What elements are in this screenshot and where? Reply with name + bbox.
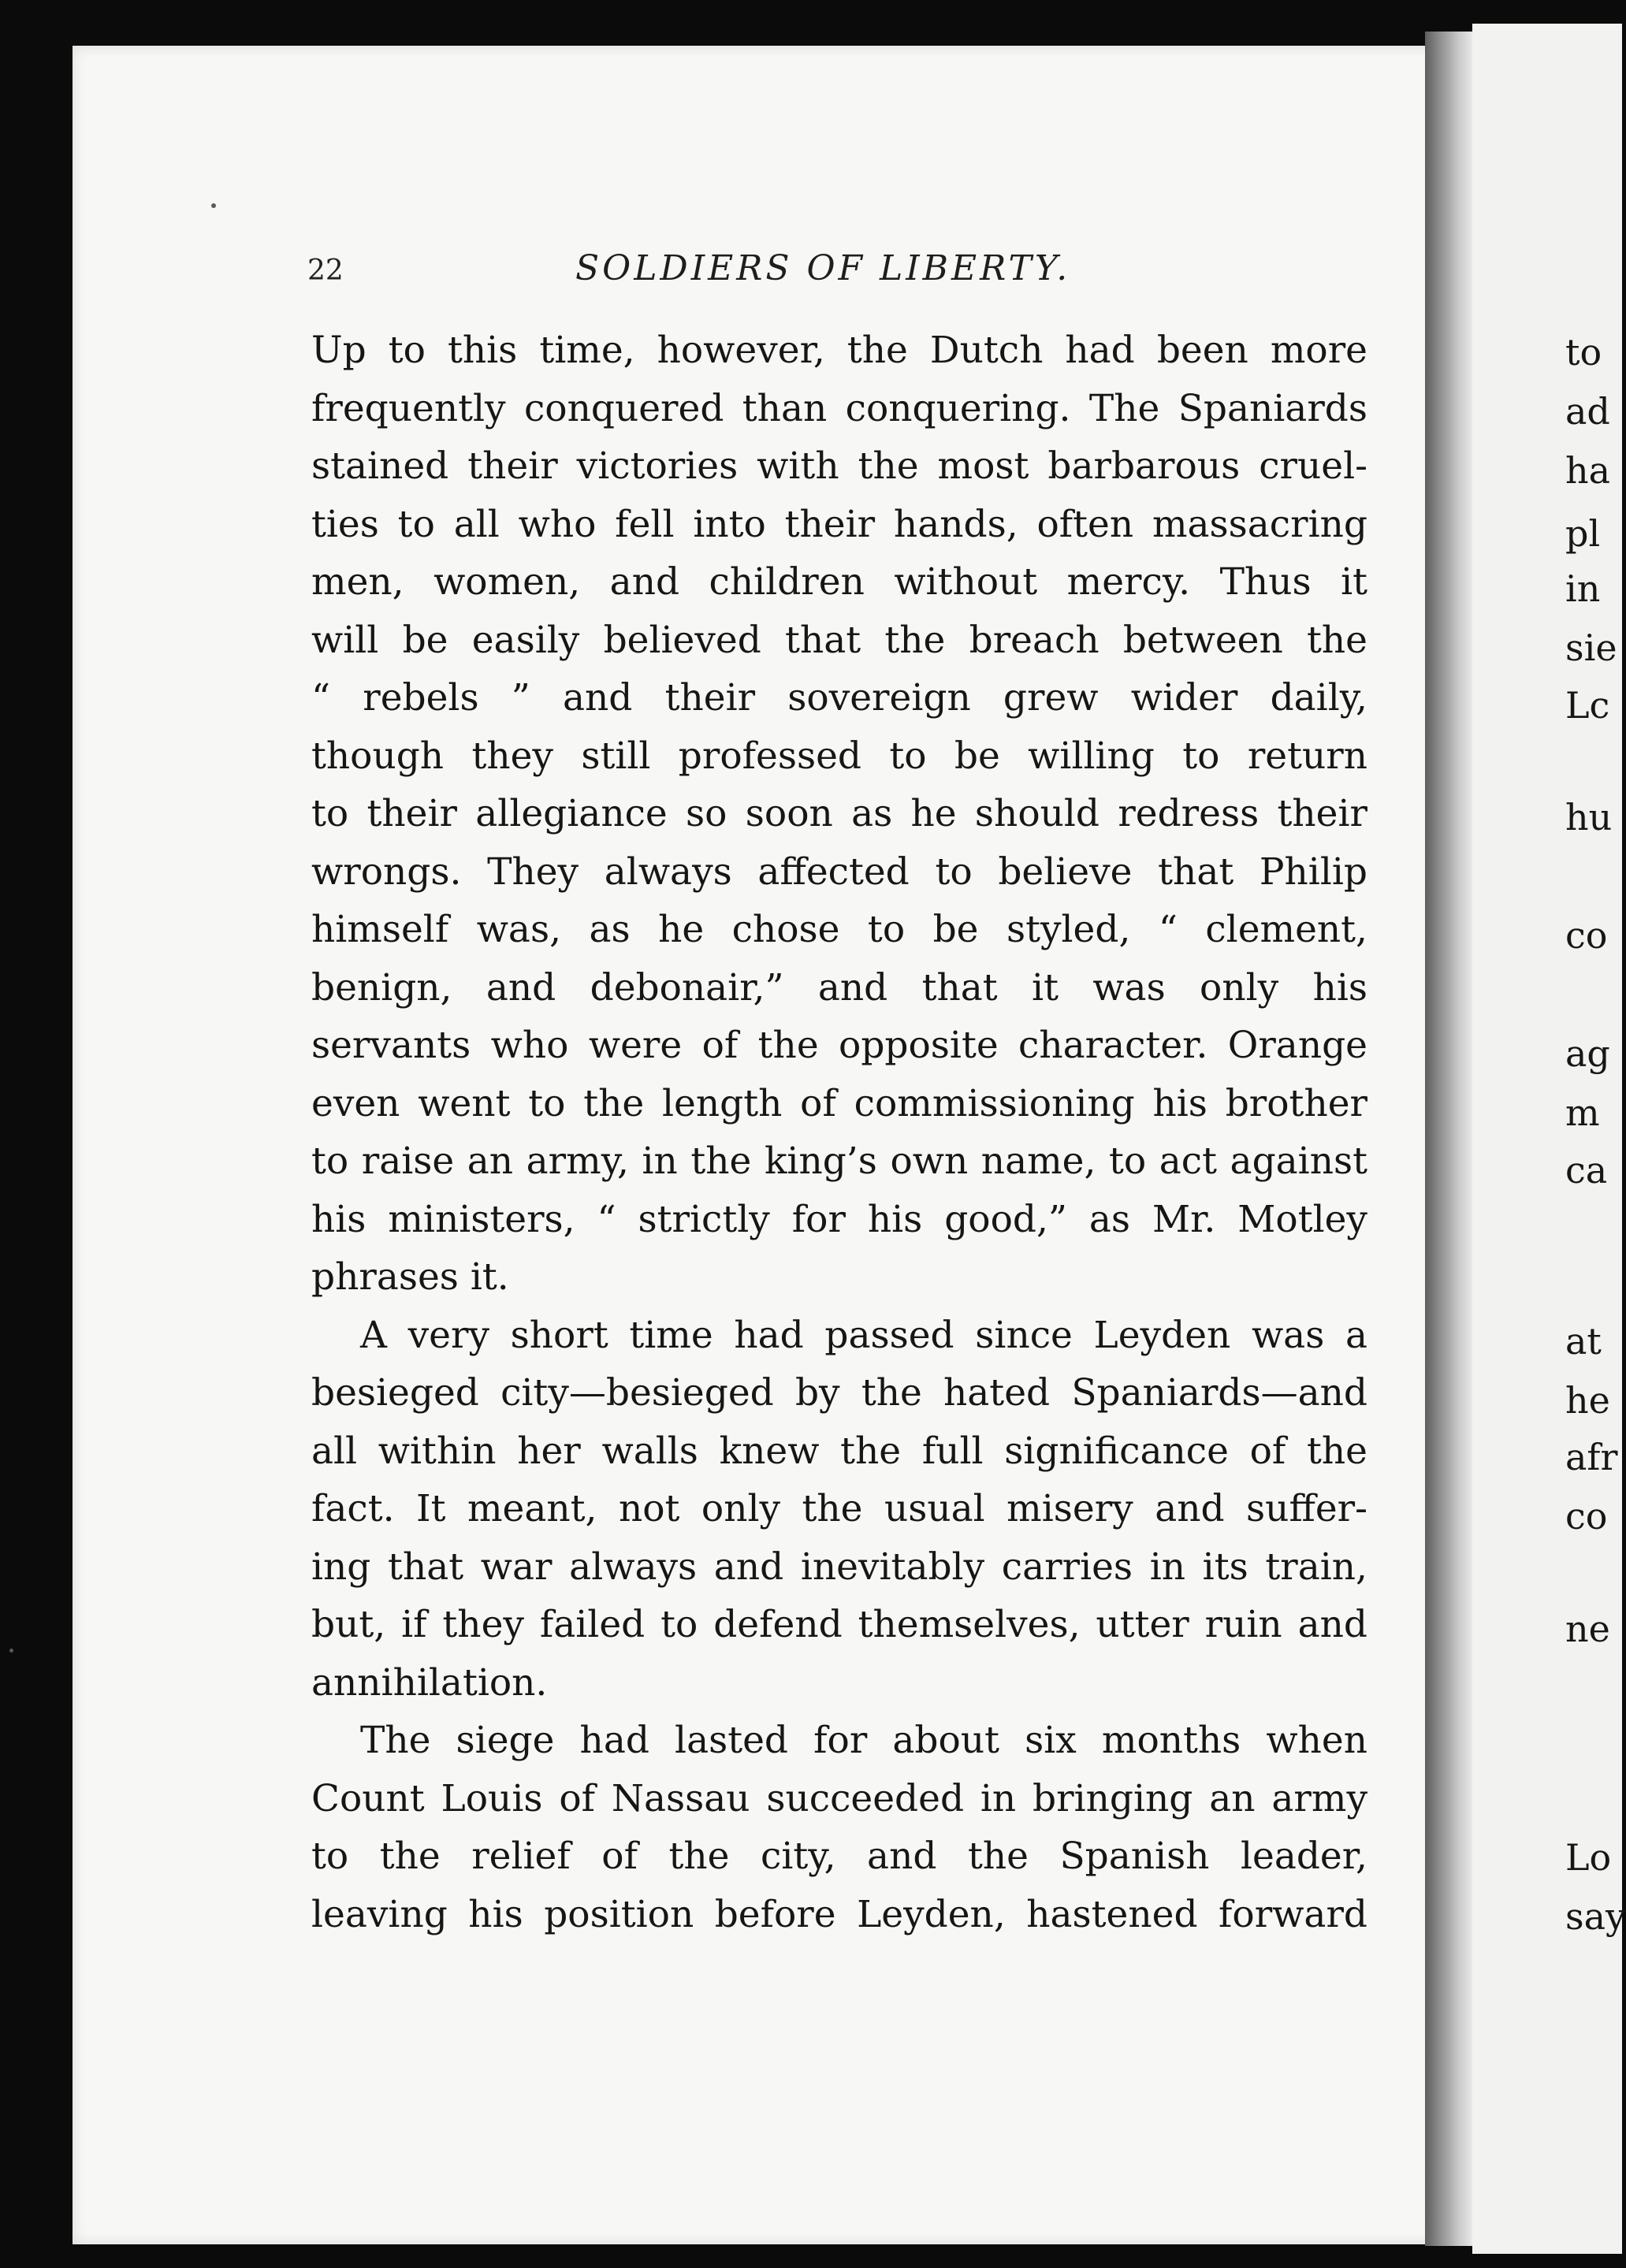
text-line: his ministers, “ strictly for his good,” as Mr. Motley	[311, 1197, 1367, 1241]
facing-page-fragment: ha	[1565, 449, 1611, 492]
facing-page-fragment: he	[1565, 1379, 1610, 1422]
text-line: ing that war always and inevitably carries in its train,	[311, 1545, 1367, 1589]
text-line: himself was, as he chose to be styled, “ clement,	[311, 908, 1367, 951]
scan-speck	[9, 1649, 13, 1653]
scan-speck	[211, 203, 216, 208]
facing-page-fragment: ag	[1565, 1032, 1610, 1075]
text-line: Up to this time, however, the Dutch had been more	[311, 329, 1367, 372]
text-line: The siege had lasted for about six months when	[360, 1719, 1367, 1762]
facing-page-fragment: in	[1565, 567, 1601, 610]
text-line: annihilation.	[311, 1660, 548, 1705]
text-line: Count Louis of Nassau succeeded in bringing an army	[311, 1776, 1367, 1820]
facing-page-fragment: afr	[1565, 1436, 1618, 1478]
text-line: stained their victories with the most barbarous cruel-	[311, 444, 1367, 488]
book-gutter	[1425, 32, 1472, 2246]
body-text	[311, 322, 1367, 1943]
text-line: to raise an army, in the king’s own name, to act against	[311, 1140, 1367, 1183]
text-line: frequently conquered than conquering. The Spaniards	[311, 386, 1367, 430]
text-line: “ rebels ” and their sovereign grew wider daily,	[311, 676, 1367, 719]
text-line: ties to all who fell into their hands, often massacring	[311, 502, 1367, 546]
facing-page-fragment: m	[1565, 1091, 1600, 1134]
facing-page-fragment: co	[1565, 1495, 1608, 1537]
text-line: though they still professed to be willing to return	[311, 734, 1367, 778]
text-line: leaving his position before Leyden, hastened forward	[311, 1892, 1367, 1936]
facing-page-text-fragments	[1565, 0, 1626, 2268]
text-line: servants who were of the opposite character. Orange	[311, 1024, 1367, 1067]
facing-page-fragment: say	[1565, 1895, 1626, 1938]
facing-page-fragment: sie	[1565, 626, 1617, 669]
page-number: 22	[307, 255, 344, 287]
text-line: to their allegiance so soon as he should redress their	[311, 792, 1367, 835]
text-line: men, women, and children without mercy. Thus it	[311, 560, 1367, 604]
running-head	[307, 248, 1379, 296]
facing-page-fragment: Lo	[1565, 1836, 1612, 1879]
facing-page-fragment: Lc	[1565, 684, 1610, 727]
text-line: to the relief of the city, and the Spanish leader,	[311, 1835, 1367, 1878]
running-title: SOLDIERS OF LIBERTY.	[575, 248, 1071, 288]
facing-page-fragment: ad	[1565, 390, 1610, 433]
facing-page-fragment: hu	[1565, 796, 1613, 838]
text-line: will be easily believed that the breach between the	[311, 618, 1367, 662]
facing-page-fragment: at	[1565, 1320, 1602, 1363]
text-line: fact. It meant, not only the usual misery and suffer-	[311, 1487, 1367, 1530]
text-line: wrongs. They always affected to believe that Philip	[311, 850, 1367, 894]
text-line: but, if they failed to defend themselves, utter ruin and	[311, 1603, 1367, 1646]
text-line: even went to the length of commissioning his brother	[311, 1081, 1367, 1125]
facing-page-fragment: ne	[1565, 1608, 1610, 1650]
text-line: all within her walls knew the full significance of the	[311, 1429, 1367, 1473]
text-line: besieged city—besieged by the hated Spaniards—and	[311, 1371, 1367, 1415]
text-line: phrases it.	[311, 1255, 509, 1299]
text-line: benign, and debonair,” and that it was only his	[311, 965, 1367, 1009]
facing-page-fragment: ca	[1565, 1149, 1608, 1192]
text-line: A very short time had passed since Leyden was a	[360, 1313, 1367, 1357]
facing-page-fragment: pl	[1565, 512, 1601, 555]
facing-page-fragment: co	[1565, 914, 1608, 957]
facing-page-fragment: to	[1565, 331, 1602, 374]
